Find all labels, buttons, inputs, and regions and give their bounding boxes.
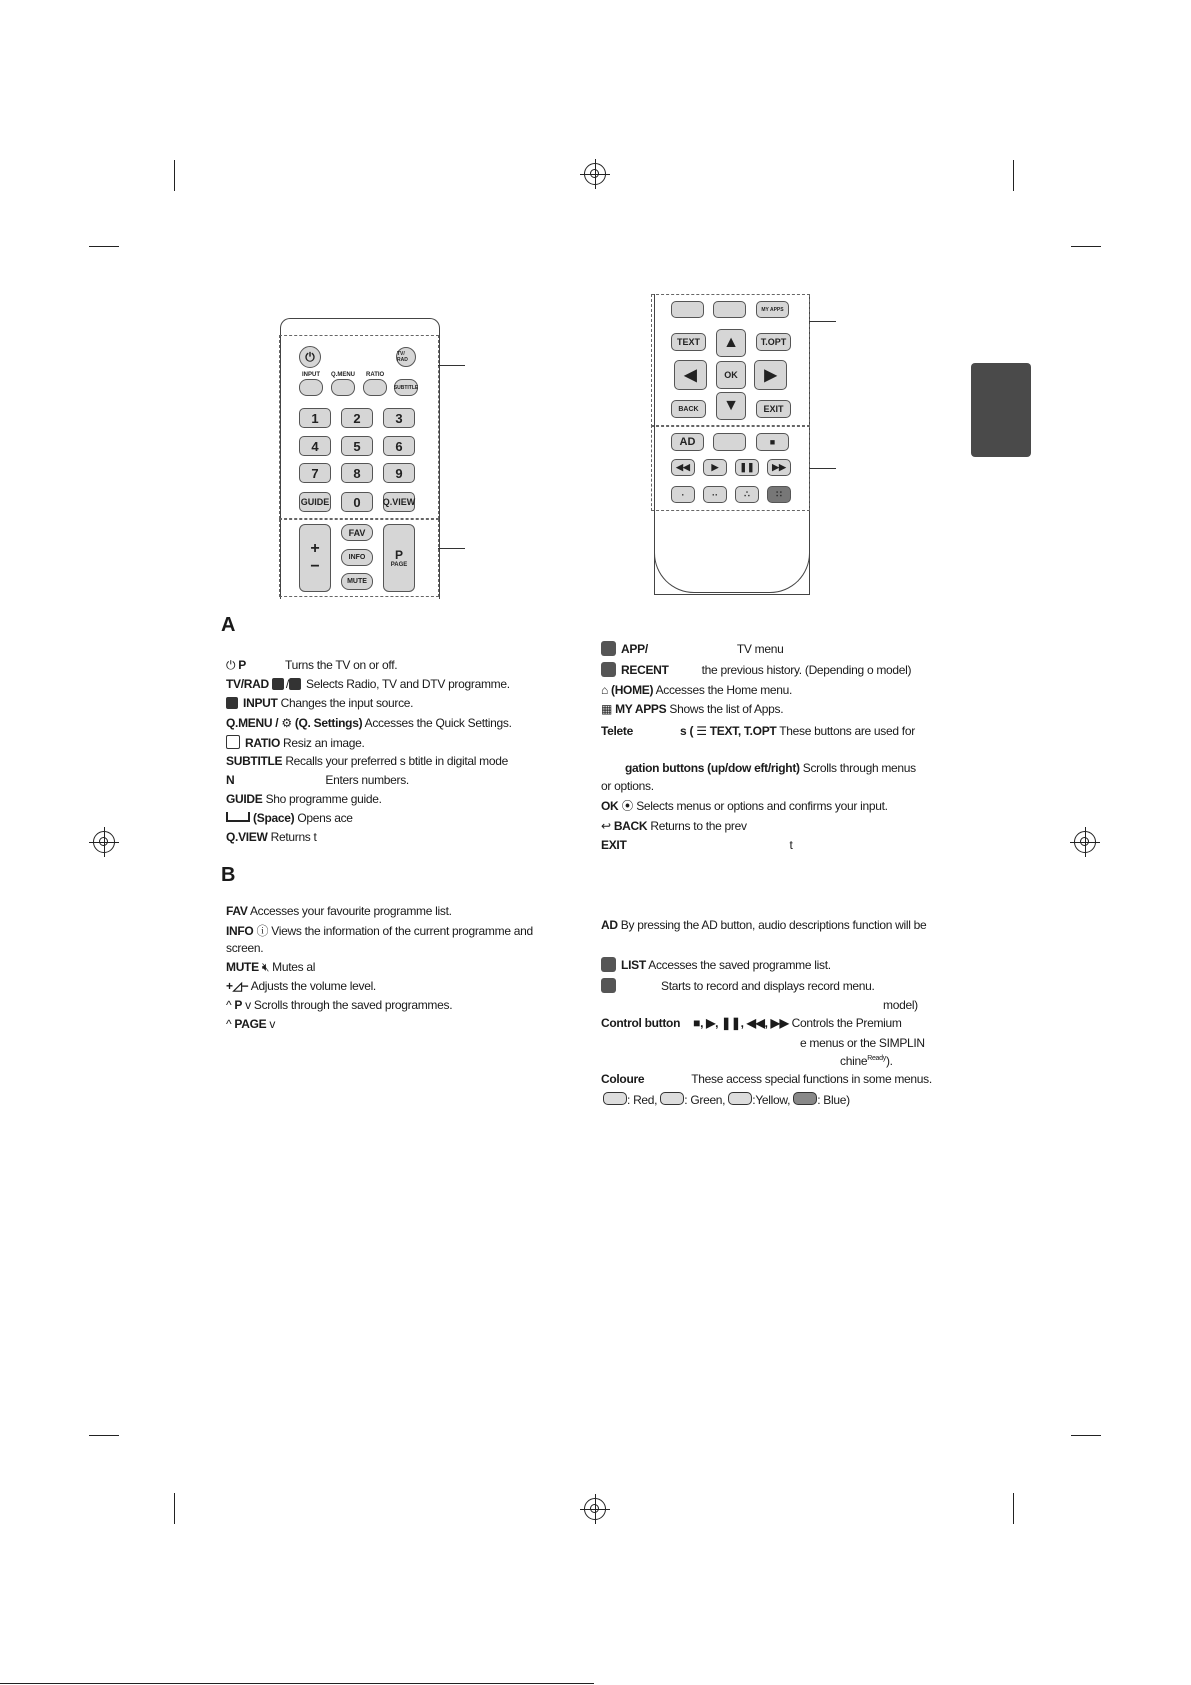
desc-text: Accesses the saved programme list. <box>648 958 831 972</box>
exit-button[interactable]: EXIT <box>756 400 791 418</box>
desc-key: (Space) <box>253 811 295 825</box>
desc-key: OK <box>601 799 619 813</box>
number-3-button[interactable]: 3 <box>383 408 415 428</box>
desc-guide <box>226 792 382 806</box>
desc-myapps <box>601 702 783 716</box>
desc-key: AD <box>601 918 618 932</box>
pause-button[interactable]: ❚❚ <box>735 459 759 476</box>
desc-text: Accesses your favourite programme list. <box>249 904 452 918</box>
desc-key: FAV <box>226 904 248 918</box>
desc-exit <box>601 838 793 852</box>
desc-space <box>226 811 353 825</box>
volume-rocker[interactable]: + − <box>299 524 331 592</box>
app-icon <box>601 641 616 656</box>
crop-mark <box>174 1493 175 1524</box>
desc-coloured <box>601 1072 932 1086</box>
rewind-button[interactable]: ◀◀ <box>671 459 695 476</box>
red-button[interactable]: · <box>671 486 695 503</box>
section-b-heading: B <box>221 864 236 886</box>
desc-text: Recalls your preferred s btitle in digital mode <box>285 754 508 768</box>
back-icon: ↩ <box>601 819 611 833</box>
control-icons: ■, ▶, ❚❚, ◀◀, ▶▶ <box>693 1016 789 1030</box>
right-arrow-button[interactable]: ▶ <box>754 360 787 390</box>
red-button-icon <box>603 1092 627 1105</box>
desc-ratio <box>226 735 365 750</box>
desc-qview <box>226 830 317 844</box>
ratio-button[interactable] <box>363 379 387 396</box>
chevron-down-icon: v <box>269 1017 276 1031</box>
desc-info-cont <box>226 941 263 955</box>
desc-key: P <box>238 658 246 672</box>
desc-key: INPUT <box>243 696 278 710</box>
crop-mark <box>174 160 175 191</box>
page-label: PAGE <box>390 562 408 568</box>
my-apps-button[interactable]: MY APPS <box>756 301 789 318</box>
desc-ok <box>601 797 888 814</box>
gear-icon: ⚙ <box>281 716 292 730</box>
number-0-button[interactable]: 0 <box>341 492 373 512</box>
desc-subtitle <box>226 754 508 768</box>
desc-text: Turns the TV on or off. <box>285 658 398 672</box>
mute-button[interactable]: MUTE <box>341 573 373 590</box>
up-arrow-button[interactable]: ▲ <box>716 329 746 357</box>
desc-key: SUBTITLE <box>226 754 283 768</box>
ratio-label: RATIO <box>366 372 385 378</box>
back-button[interactable]: BACK <box>671 400 706 418</box>
ok-button[interactable]: OK <box>716 361 746 389</box>
desc-text: ). <box>885 1054 893 1068</box>
leader-line <box>809 321 836 322</box>
ratio-icon <box>226 735 240 749</box>
registration-mark <box>93 831 115 853</box>
registration-mark <box>584 163 606 185</box>
p-label: P <box>394 548 403 562</box>
desc-record <box>601 978 875 993</box>
desc-text: These buttons are used for <box>779 724 915 738</box>
language-tab <box>971 363 1031 457</box>
mute-icon: 🔇︎ <box>261 960 270 974</box>
desc-text: Starts to record and displays record menu. <box>661 979 875 993</box>
record-icon <box>601 978 616 993</box>
desc-text: Controls the Premium <box>791 1016 902 1030</box>
desc-fav <box>226 904 452 918</box>
number-1-button[interactable]: 1 <box>299 408 331 428</box>
desc-text: : Green, <box>684 1093 726 1107</box>
desc-key: MUTE <box>226 960 259 974</box>
info-icon: ⓘ <box>256 924 269 938</box>
desc-key: N <box>226 773 235 787</box>
registration-mark <box>584 1498 606 1520</box>
number-6-button[interactable]: 6 <box>383 436 415 456</box>
desc-key: gation buttons (up/dow eft/right) <box>625 761 800 775</box>
desc-text: Selects menus or options and confirms your input. <box>636 799 888 813</box>
home-icon: ⌂ <box>601 683 608 697</box>
desc-app <box>601 641 784 656</box>
desc-key: BACK <box>613 819 648 833</box>
desc-home <box>601 683 792 697</box>
desc-text: Sho programme guide. <box>265 792 382 806</box>
ad-button[interactable]: AD <box>671 433 704 451</box>
qmenu-label: Q.MENU <box>331 372 355 378</box>
desc-text: :Yellow, <box>752 1093 791 1107</box>
topt-button[interactable]: T.OPT <box>756 333 791 351</box>
desc-text: Changes the input source. <box>280 696 414 710</box>
desc-key: (Q. Settings) <box>294 716 363 730</box>
desc-key: INFO <box>226 924 254 938</box>
space-icon <box>226 812 250 822</box>
record-button[interactable]: ■ <box>756 433 789 451</box>
desc-key: PAGE <box>234 1017 267 1031</box>
info-button[interactable]: INFO <box>341 549 373 566</box>
crop-mark <box>1013 1493 1014 1524</box>
desc-mute <box>226 960 315 975</box>
crop-mark <box>89 1435 119 1436</box>
desc-text: Opens ace <box>297 811 353 825</box>
text-button[interactable]: TEXT <box>671 333 706 351</box>
power-icon: ⏻ <box>226 658 236 672</box>
section-a-heading: A <box>221 614 236 636</box>
qmenu-button[interactable] <box>331 379 355 396</box>
desc-tvrad: TV/RAD / Selects Radio, TV and DTV programme. <box>226 677 510 691</box>
desc-text: t <box>789 838 793 852</box>
crop-mark <box>1071 1435 1101 1436</box>
desc-navigation-cont <box>601 779 654 793</box>
tv-icon <box>272 678 284 690</box>
desc-list <box>601 957 831 972</box>
desc-control-cont2 <box>840 1054 893 1068</box>
ready-superscript: Ready <box>867 1055 886 1062</box>
desc-p <box>226 998 452 1012</box>
desc-text: e menus or the SIMPLIN <box>800 1036 925 1050</box>
desc-back <box>601 819 747 833</box>
desc-key: TV/RAD <box>226 677 269 691</box>
desc-key: P <box>234 998 243 1012</box>
fav-button[interactable]: FAV <box>341 524 373 541</box>
desc-text: Returns to the prev <box>650 819 747 833</box>
guide-button[interactable]: GUIDE <box>299 492 331 512</box>
fast-forward-button[interactable]: ▶▶ <box>767 459 791 476</box>
desc-key: Q.MENU / <box>226 716 282 730</box>
desc-text: the previous history. (Depending o model) <box>701 663 912 677</box>
chevron-up-icon: ^ <box>226 1017 232 1031</box>
desc-key: Coloure <box>601 1072 645 1086</box>
footer-rule <box>0 1683 594 1684</box>
desc-navigation <box>601 761 916 775</box>
desc-text: Views the information of the current programme and <box>271 924 533 938</box>
desc-text: Shows the list of Apps. <box>669 702 784 716</box>
desc-text: By pressing the AD button, audio descriptions function will be <box>620 918 927 932</box>
desc-control-cont <box>800 1036 925 1050</box>
desc-key: EXIT <box>601 838 627 852</box>
desc-page <box>226 1017 275 1031</box>
recent-icon <box>601 662 616 677</box>
desc-text: Scrolls through menus <box>802 761 916 775</box>
desc-text: or options. <box>601 779 654 793</box>
list-button[interactable] <box>713 433 746 451</box>
desc-text: Selects Radio, TV and DTV programme. <box>306 677 510 691</box>
power-button[interactable]: ⏻ <box>299 346 321 368</box>
text-icon: ☰ <box>696 724 707 738</box>
desc-text: chine <box>840 1054 868 1068</box>
desc-key: MY APPS <box>615 702 667 716</box>
input-label: INPUT <box>302 372 320 378</box>
yellow-button-icon <box>728 1092 752 1105</box>
green-button-icon <box>660 1092 684 1105</box>
desc-text: Resiz an image. <box>283 736 365 750</box>
input-icon <box>226 697 238 709</box>
crop-mark <box>1071 246 1101 247</box>
desc-text: Scrolls through the saved programmes. <box>253 998 453 1012</box>
green-button[interactable]: ·· <box>703 486 727 503</box>
leader-line <box>438 365 465 366</box>
desc-text: : Red, <box>627 1093 658 1107</box>
crop-mark <box>89 246 119 247</box>
number-4-button[interactable]: 4 <box>299 436 331 456</box>
number-2-button[interactable]: 2 <box>341 408 373 428</box>
desc-text: TV menu <box>736 642 784 656</box>
app-button[interactable] <box>671 301 704 318</box>
desc-info <box>226 922 533 939</box>
recent-button[interactable] <box>713 301 746 318</box>
desc-key: s ( <box>680 724 694 738</box>
desc-qmenu <box>226 716 512 730</box>
ok-icon: ⦿ <box>621 799 634 813</box>
desc-text: These access special functions in some menus. <box>691 1072 932 1086</box>
registration-mark <box>1074 831 1096 853</box>
desc-key: RECENT <box>621 663 669 677</box>
desc-key: Telete <box>601 724 633 738</box>
desc-text: Returns t <box>270 830 317 844</box>
chevron-up-icon: ^ <box>226 998 232 1012</box>
input-button[interactable] <box>299 379 323 396</box>
blue-button-icon <box>793 1092 817 1105</box>
desc-text: model) <box>883 998 918 1012</box>
leader-line <box>809 468 836 469</box>
desc-key: GUIDE <box>226 792 263 806</box>
desc-recent <box>601 662 911 677</box>
number-7-button[interactable]: 7 <box>299 463 331 483</box>
desc-key: TEXT, T.OPT <box>709 724 777 738</box>
desc-input <box>226 696 413 710</box>
desc-text: screen. <box>226 941 264 955</box>
number-9-button[interactable]: 9 <box>383 463 415 483</box>
desc-ad <box>601 918 926 932</box>
yellow-button[interactable]: ∴ <box>735 486 759 503</box>
list-icon <box>601 957 616 972</box>
number-5-button[interactable]: 5 <box>341 436 373 456</box>
grid-icon: ▦ <box>601 702 613 716</box>
subtitle-button[interactable]: SUBTITLE <box>394 379 418 396</box>
desc-key: Q.VIEW <box>226 830 268 844</box>
volume-icon: +◿− <box>226 979 249 993</box>
desc-key: RATIO <box>245 736 280 750</box>
leader-line <box>438 548 465 549</box>
tv-rad-button[interactable]: TV/ RAD <box>396 347 416 367</box>
desc-colours <box>603 1092 850 1107</box>
desc-key: LIST <box>621 958 646 972</box>
crop-mark <box>1013 160 1014 191</box>
desc-text: Accesses the Quick Settings. <box>364 716 512 730</box>
desc-record-cont <box>883 998 918 1012</box>
desc-volume <box>226 979 376 993</box>
desc-text: Accesses the Home menu. <box>655 683 793 697</box>
programme-rocker[interactable] <box>383 524 415 592</box>
chevron-down-icon: v <box>245 998 251 1012</box>
play-button[interactable]: ▶ <box>703 459 727 476</box>
qview-button[interactable]: Q.VIEW <box>383 492 415 512</box>
desc-text: Enters numbers. <box>325 773 409 787</box>
desc-key: (HOME) <box>611 683 654 697</box>
desc-key: APP/ <box>621 642 648 656</box>
down-arrow-button[interactable]: ▼ <box>716 392 746 420</box>
left-arrow-button[interactable]: ◀ <box>674 360 707 390</box>
desc-control <box>601 1016 902 1030</box>
desc-text: Adjusts the volume level. <box>250 979 376 993</box>
remote-b-base <box>654 540 810 593</box>
desc-teletext <box>601 724 915 738</box>
desc-numbers <box>226 773 409 787</box>
blue-button[interactable]: ∷ <box>767 486 791 503</box>
desc-text: : Blue) <box>817 1093 850 1107</box>
desc-text: Mutes al <box>272 960 316 974</box>
radio-icon <box>289 678 301 690</box>
number-8-button[interactable]: 8 <box>341 463 373 483</box>
desc-power <box>226 658 397 673</box>
desc-key: Control button <box>601 1016 681 1030</box>
